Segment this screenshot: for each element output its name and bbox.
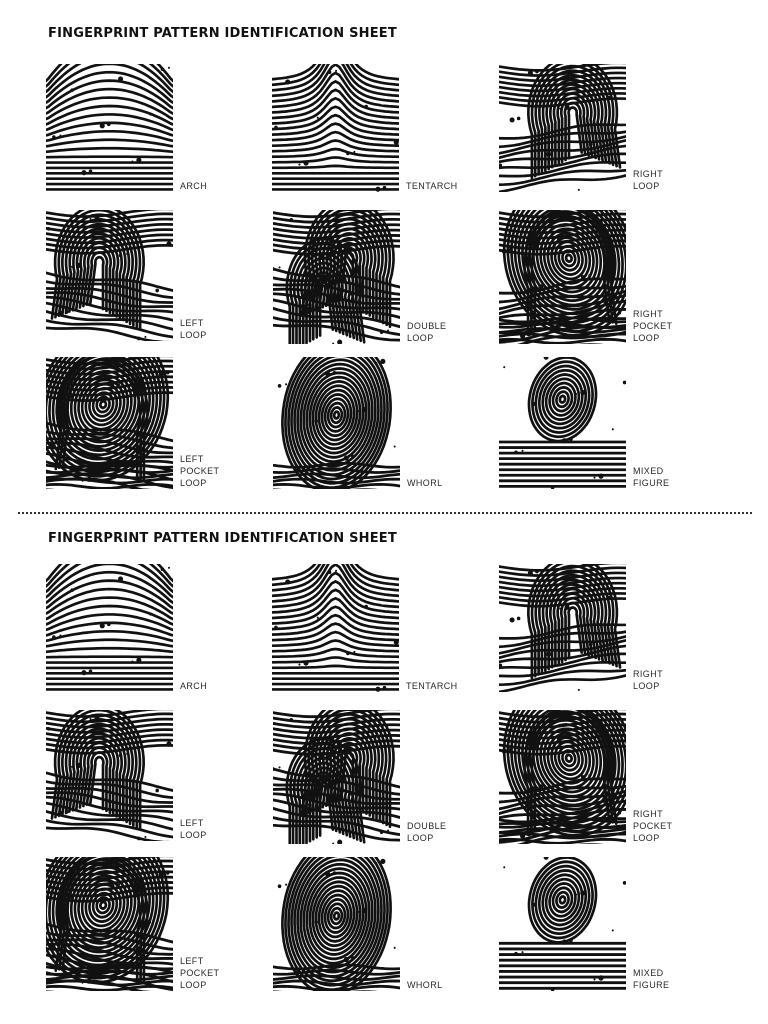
print-label: DOUBLE LOOP xyxy=(407,821,447,843)
print-label: RIGHT POCKET LOOP xyxy=(633,309,673,343)
fingerprint-arch-image xyxy=(46,564,173,692)
print-card-right-pocket-loop xyxy=(499,210,729,344)
print-card-right-pocket-loop xyxy=(499,710,729,844)
ridge-lines xyxy=(46,857,173,991)
sheet-top xyxy=(0,0,768,500)
fingerprint-mixed-figure-image xyxy=(499,857,626,991)
ridge-lines xyxy=(272,64,399,192)
ridge-lines xyxy=(273,710,400,844)
fingerprint-right-loop-image xyxy=(499,64,626,192)
print-card-right-loop xyxy=(499,564,729,692)
fingerprint-left-pocket-loop-image xyxy=(46,857,173,991)
fingerprint-double-loop-image xyxy=(273,210,400,344)
fingerprint-left-pocket-loop-image xyxy=(46,357,173,489)
print-label: LEFT LOOP xyxy=(180,318,207,340)
print-label: LEFT LOOP xyxy=(180,818,207,840)
fingerprint-left-loop-image xyxy=(46,710,173,841)
fingerprint-right-pocket-loop-image xyxy=(499,210,626,344)
ridge-lines xyxy=(499,564,626,692)
ridge-lines xyxy=(46,564,173,692)
ridge-lines xyxy=(273,210,400,344)
print-label: TENTARCH xyxy=(406,681,458,691)
print-card-arch xyxy=(46,564,276,692)
fingerprint-right-pocket-loop-image xyxy=(499,710,626,844)
print-card-left-loop xyxy=(46,210,276,341)
ridge-lines xyxy=(499,64,626,192)
print-card-whorl xyxy=(273,357,503,489)
fingerprint-right-loop-image xyxy=(499,564,626,692)
fingerprint-whorl-image xyxy=(273,357,400,489)
print-card-tentarch xyxy=(272,564,502,692)
print-card-left-pocket-loop xyxy=(46,857,276,991)
print-label: WHORL xyxy=(407,980,443,990)
print-card-arch xyxy=(46,64,276,192)
fingerprint-tentarch-image xyxy=(272,64,399,192)
sheet-bottom xyxy=(0,505,768,1005)
fingerprint-mixed-figure-image xyxy=(499,357,626,489)
print-card-double-loop xyxy=(273,210,503,344)
print-label: WHORL xyxy=(407,478,443,488)
print-card-tentarch xyxy=(272,64,502,192)
print-label: ARCH xyxy=(180,681,208,691)
print-card-mixed-figure xyxy=(499,857,729,991)
ridge-lines xyxy=(46,710,173,841)
sheet-title: FINGERPRINT PATTERN IDENTIFICATION SHEET xyxy=(48,531,397,546)
print-label: RIGHT LOOP xyxy=(633,669,663,691)
sheet-title: FINGERPRINT PATTERN IDENTIFICATION SHEET xyxy=(48,26,397,41)
print-card-right-loop xyxy=(499,64,729,192)
print-card-mixed-figure xyxy=(499,357,729,489)
print-card-whorl xyxy=(273,857,503,991)
print-label: TENTARCH xyxy=(406,181,458,191)
ridge-lines xyxy=(499,857,626,991)
ridge-lines xyxy=(46,210,173,341)
fingerprint-tentarch-image xyxy=(272,564,399,692)
print-label: LEFT POCKET LOOP xyxy=(180,454,220,488)
print-label: LEFT POCKET LOOP xyxy=(180,956,220,990)
print-card-double-loop xyxy=(273,710,503,844)
print-label: RIGHT LOOP xyxy=(633,169,663,191)
fingerprint-arch-image xyxy=(46,64,173,192)
ridge-lines xyxy=(273,357,400,489)
print-card-left-pocket-loop xyxy=(46,357,276,489)
ridge-lines xyxy=(499,357,626,489)
ridge-lines xyxy=(46,64,173,192)
print-label: RIGHT POCKET LOOP xyxy=(633,809,673,843)
ridge-lines xyxy=(499,210,626,344)
print-label: MIXED FIGURE xyxy=(633,466,670,488)
fingerprint-whorl-image xyxy=(273,857,400,991)
print-label: MIXED FIGURE xyxy=(633,968,670,990)
ridge-lines xyxy=(46,357,173,489)
print-card-left-loop xyxy=(46,710,276,841)
fingerprint-double-loop-image xyxy=(273,710,400,844)
print-label: ARCH xyxy=(180,181,208,191)
print-label: DOUBLE LOOP xyxy=(407,321,447,343)
ridge-lines xyxy=(273,857,400,991)
fingerprint-left-loop-image xyxy=(46,210,173,341)
ridge-lines xyxy=(499,710,626,844)
ridge-lines xyxy=(272,564,399,692)
